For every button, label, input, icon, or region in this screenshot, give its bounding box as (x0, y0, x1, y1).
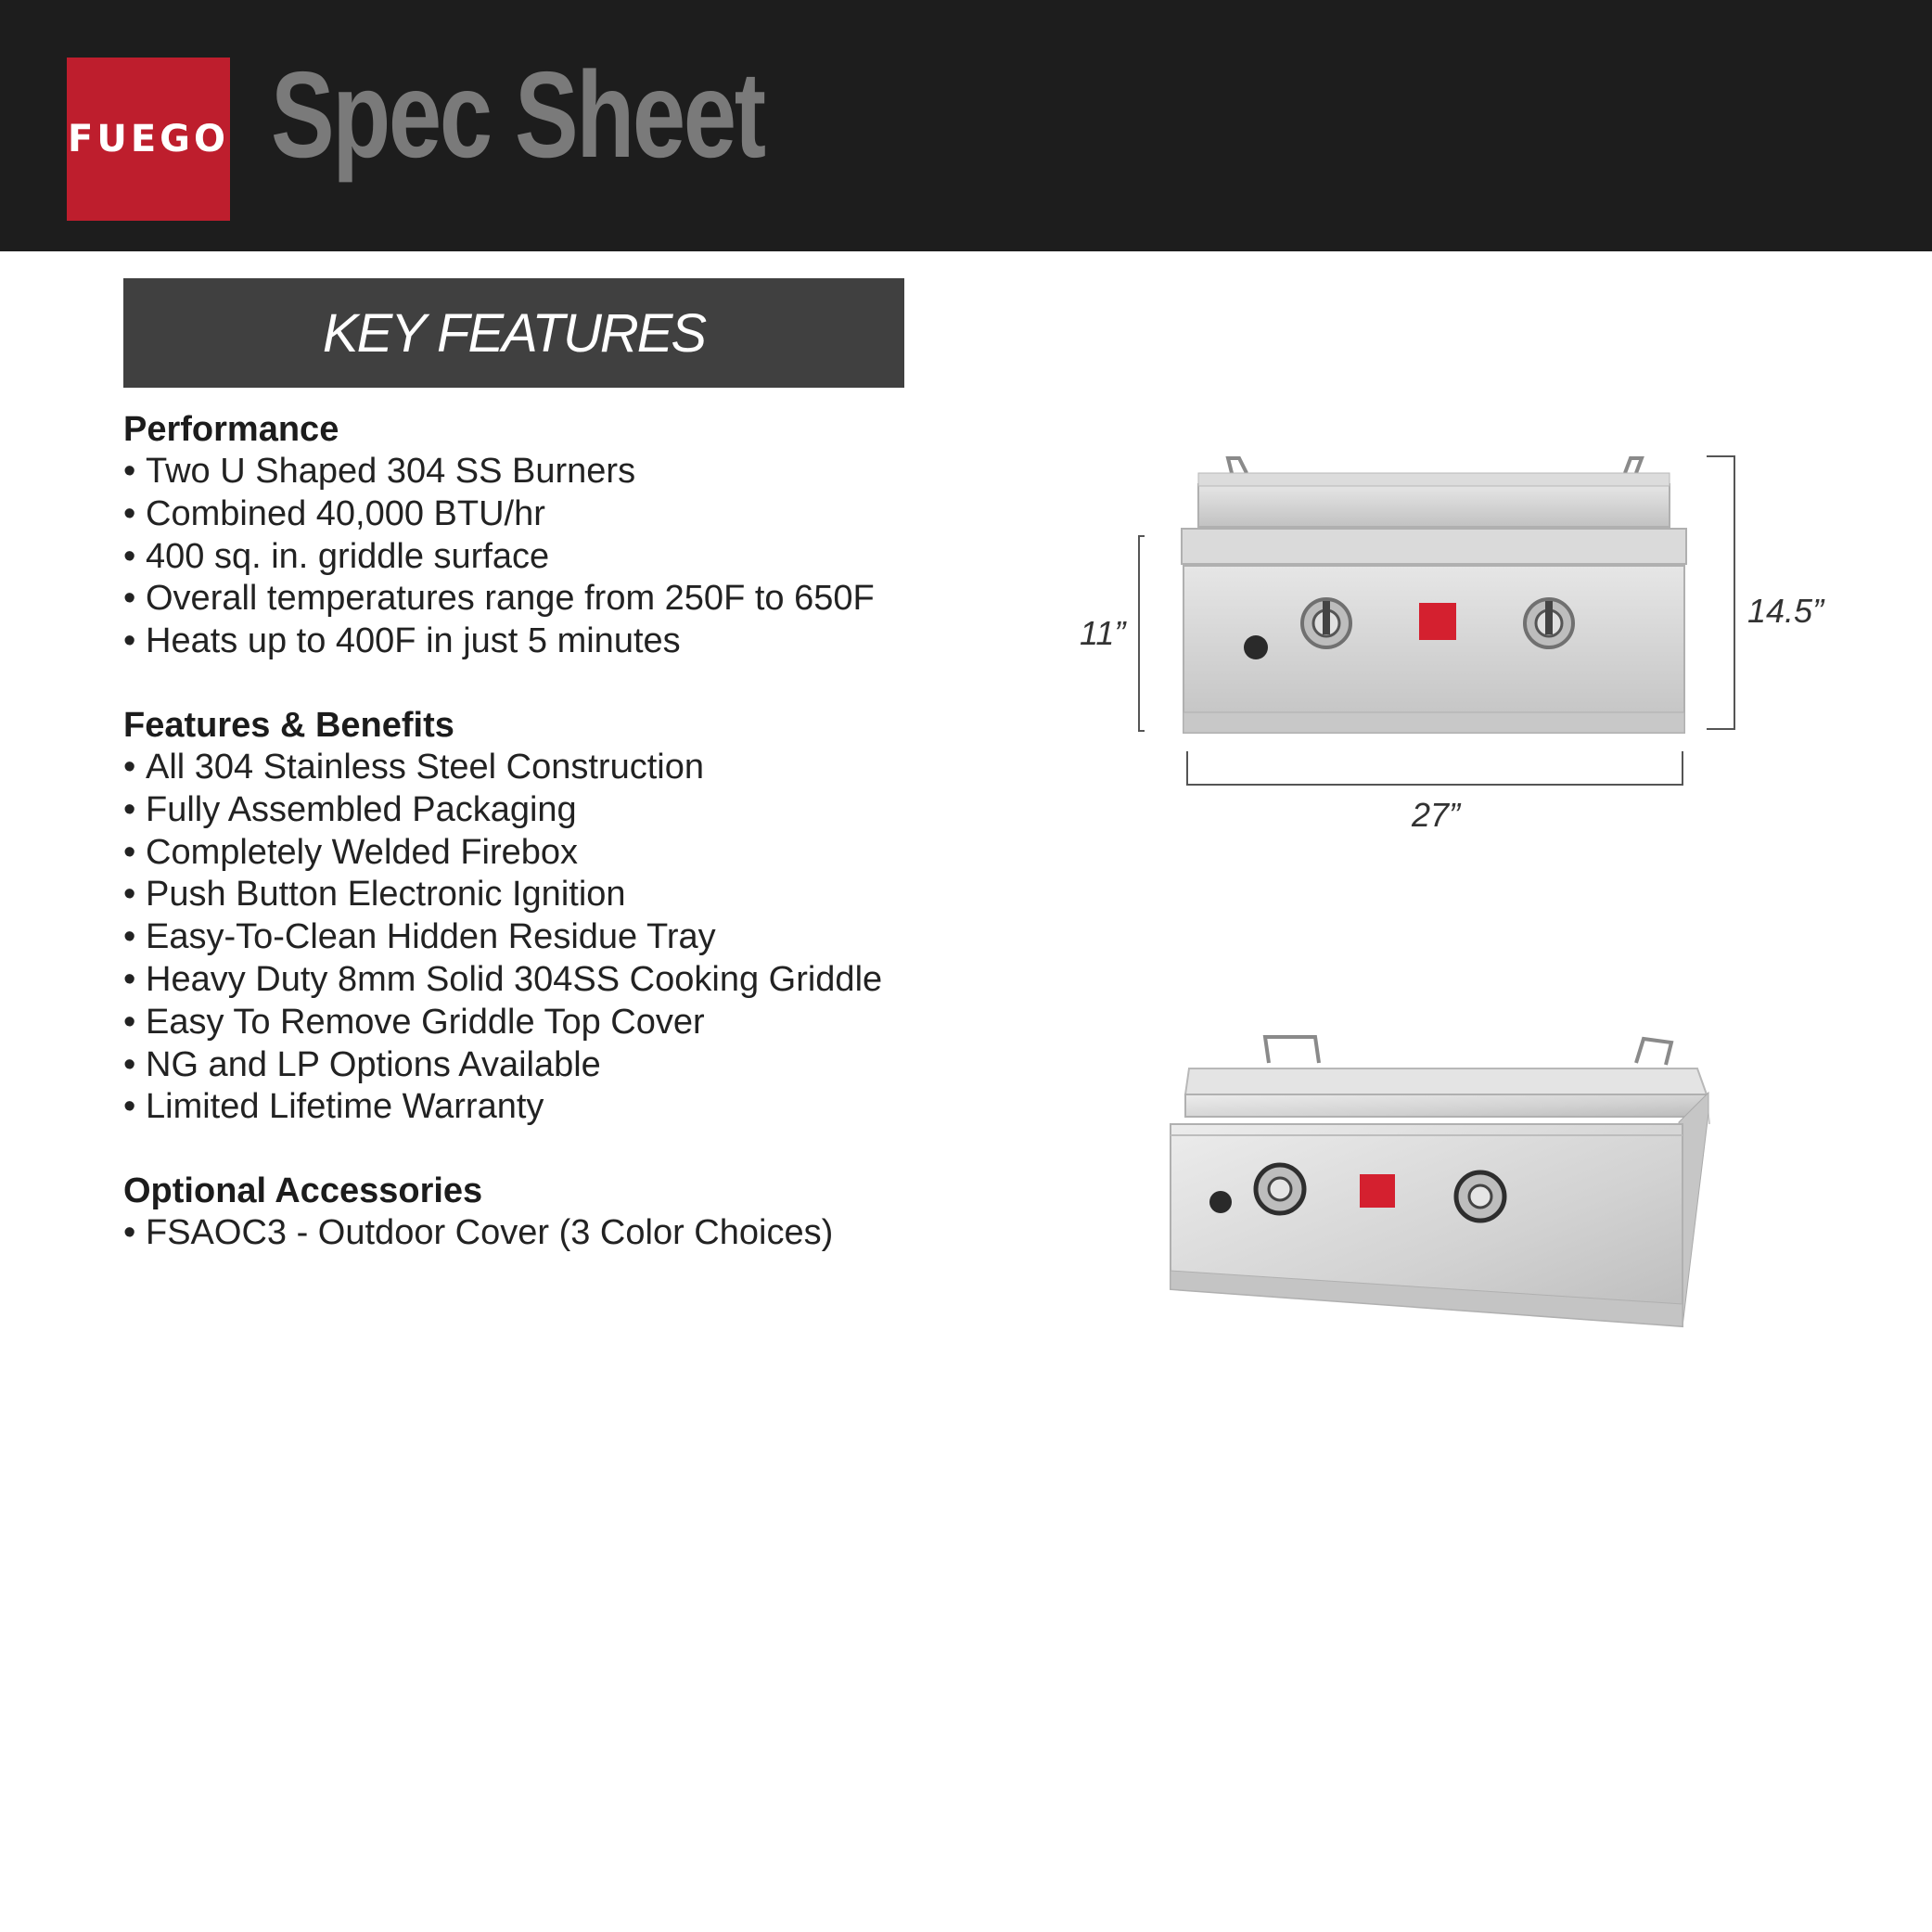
section-optional-accessories (123, 1170, 940, 1255)
features-list (123, 408, 940, 1296)
section-performance (123, 408, 940, 663)
list-item: • 400 sq. in. griddle surface (123, 536, 550, 576)
list-item: • Heats up to 400F in just 5 minutes (123, 621, 681, 661)
left-handle-icon (1265, 1037, 1319, 1063)
list-item: • FSAOC3 - Outdoor Cover (3 Color Choices) (123, 1213, 834, 1253)
list-item: • All 304 Stainless Steel Construction (123, 747, 704, 787)
fuego-logo (67, 58, 230, 221)
griddle-perspective-view (1159, 1020, 1716, 1336)
page-title: Spec Sheet (271, 46, 764, 183)
left-knob-icon (1302, 599, 1350, 647)
griddle-top-band (1182, 529, 1686, 564)
section-features-benefits (123, 704, 940, 1129)
left-knob-icon (1256, 1165, 1304, 1213)
logo-text: FUEGO (68, 118, 229, 160)
list-item: • Push Button Electronic Ignition (123, 875, 626, 915)
list-item: • Easy-To-Clean Hidden Residue Tray (123, 917, 716, 957)
list-item: • Completely Welded Firebox (123, 832, 579, 872)
section-heading: Performance (123, 410, 339, 449)
list-item: • Overall temperatures range from 250F to 650F (123, 579, 875, 619)
list-item: • Limited Lifetime Warranty (123, 1087, 544, 1127)
right-handle-icon (1636, 1039, 1671, 1065)
list-item: • Two U Shaped 304 SS Burners (123, 452, 636, 491)
right-knob-icon (1456, 1172, 1504, 1221)
igniter-button-icon (1209, 1191, 1232, 1213)
left-handle-icon (1228, 458, 1247, 473)
list-item: • Easy To Remove Griddle Top Cover (123, 1002, 705, 1042)
fuego-badge-icon (1419, 603, 1456, 640)
griddle-front-view-diagram (1057, 445, 1874, 853)
section-heading: Features & Benefits (123, 705, 454, 745)
key-features-banner: KEY FEATURES (123, 278, 904, 388)
igniter-button-icon (1244, 635, 1268, 659)
list-item: • Heavy Duty 8mm Solid 304SS Cooking Griddle (123, 959, 883, 999)
total-height-label: 14.5” (1747, 592, 1824, 630)
right-handle-icon (1625, 458, 1642, 473)
front-height-bracket (1139, 536, 1145, 731)
width-bracket (1187, 751, 1683, 785)
total-height-bracket (1707, 456, 1734, 729)
griddle-lid (1185, 1094, 1707, 1117)
right-knob-icon (1525, 599, 1573, 647)
list-item: • NG and LP Options Available (123, 1044, 601, 1084)
section-heading: Optional Accessories (123, 1171, 483, 1211)
header-bar (0, 0, 1932, 251)
front-height-label: 11” (1080, 614, 1126, 652)
griddle-lid (1198, 484, 1670, 527)
list-item: • Fully Assembled Packaging (123, 789, 577, 829)
list-item: • Combined 40,000 BTU/hr (123, 493, 545, 533)
fuego-badge-icon (1360, 1174, 1395, 1208)
width-label: 27” (1412, 796, 1461, 834)
